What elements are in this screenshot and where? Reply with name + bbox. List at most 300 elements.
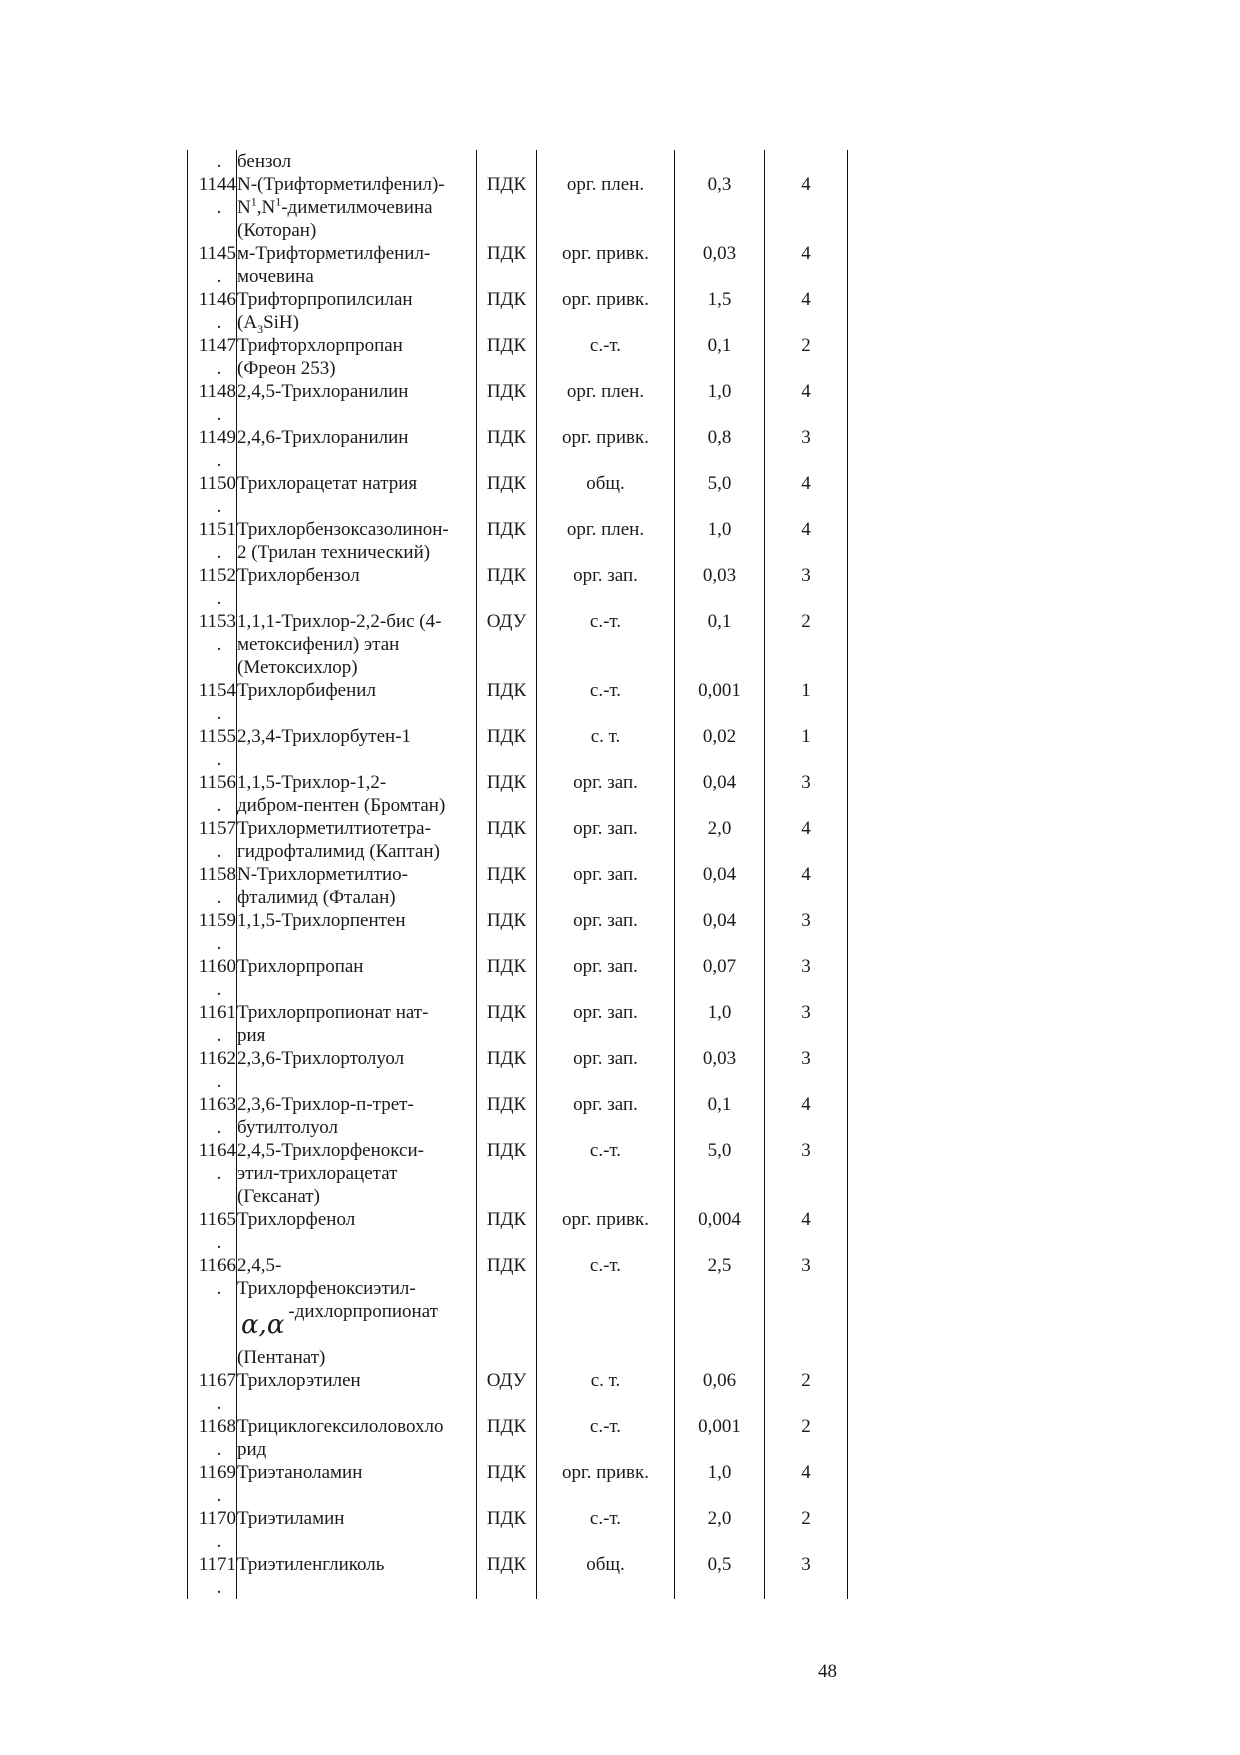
row-number-cell (188, 426, 237, 472)
row-number: 1171 (198, 1554, 236, 1575)
table-row (188, 242, 848, 288)
row-number: 1144 (198, 174, 236, 195)
table-row (188, 1093, 848, 1139)
norm-type: ПДК (486, 289, 527, 310)
hazard-class: 3 (801, 1255, 811, 1276)
value-cell (675, 771, 765, 817)
row-number: 1156 (198, 772, 236, 793)
table-row (188, 472, 848, 518)
norm-value: 0,1 (707, 611, 732, 632)
norm-value: 0,04 (702, 772, 737, 793)
substance-name-cell (237, 863, 477, 909)
hazard-indicator: орг. зап. (573, 565, 638, 586)
table-row (188, 863, 848, 909)
hazard-indicator-cell (537, 150, 675, 173)
hazard-indicator: общ. (586, 1554, 625, 1575)
norm-type: ПДК (486, 1462, 527, 1483)
hazard-indicator: с.-т. (589, 335, 622, 356)
hazard-indicator: орг. зап. (573, 956, 638, 977)
row-number-dot: . (216, 358, 222, 379)
row-number-cell (188, 1208, 237, 1254)
norm-value: 0,1 (707, 335, 732, 356)
norm-type-cell (477, 1208, 537, 1254)
norm-type-cell (477, 242, 537, 288)
hazard-class: 4 (801, 519, 811, 540)
row-number-dot: . (216, 841, 222, 862)
norm-type: ПДК (486, 565, 527, 586)
norm-type-cell (477, 1093, 537, 1139)
norm-value: 1,0 (707, 381, 732, 402)
substance-name-cell (237, 725, 477, 771)
table-row (188, 771, 848, 817)
substance-name-line: гидрофталимид (Каптан) (237, 841, 440, 862)
norm-type-cell (477, 955, 537, 1001)
norm-type: ПДК (486, 1554, 527, 1575)
substance-name-line: (Метоксихлор) (237, 657, 358, 678)
norm-type: ПДК (486, 910, 527, 931)
hazard-class: 4 (801, 473, 811, 494)
table-row (188, 1047, 848, 1093)
hazard-class-cell (765, 150, 848, 173)
norm-value: 0,8 (707, 427, 732, 448)
hazard-indicator-cell (537, 1093, 675, 1139)
row-number-dot: . (216, 1393, 222, 1414)
substance-name-line: Триэтиламин (237, 1508, 345, 1529)
norm-type-cell (477, 679, 537, 725)
hazard-class-cell (765, 472, 848, 518)
hazard-indicator-cell (537, 334, 675, 380)
hazard-indicator-cell (537, 380, 675, 426)
substance-name-cell (237, 817, 477, 863)
norm-type-cell (477, 380, 537, 426)
hazard-class-cell (765, 679, 848, 725)
norm-value: 2,0 (707, 1508, 732, 1529)
row-number-dot: . (216, 588, 222, 609)
hazard-indicator: с.-т. (589, 1255, 622, 1276)
row-number-dot: . (216, 1577, 222, 1598)
row-number-cell (188, 288, 237, 334)
table-row (188, 1139, 848, 1208)
substance-name-line: Трихлорметилтиотетра- (237, 818, 431, 839)
substance-name-line: Трифторхлорпропан (237, 335, 403, 356)
hazard-class-cell (765, 1093, 848, 1139)
table-row (188, 380, 848, 426)
hazard-indicator-cell (537, 1507, 675, 1553)
substance-name-line: 1,1,1-Трихлор-2,2-бис (4- (237, 611, 442, 632)
substance-name-line: рия (237, 1025, 266, 1046)
row-number: 1149 (198, 427, 236, 448)
row-number: 1162 (198, 1048, 236, 1069)
norm-type: ПДК (486, 818, 527, 839)
hazard-indicator: с.-т. (589, 1416, 622, 1437)
norm-type-cell (477, 334, 537, 380)
substance-name-line: мочевина (237, 266, 314, 287)
norm-type: ПДК (486, 1508, 527, 1529)
value-cell (675, 518, 765, 564)
norm-type-cell (477, 288, 537, 334)
hazard-indicator-cell (537, 1047, 675, 1093)
substance-name-line: (Гексанат) (237, 1186, 320, 1207)
hazard-class: 1 (801, 726, 811, 747)
row-number-cell (188, 817, 237, 863)
hazard-indicator-cell (537, 817, 675, 863)
row-number-cell (188, 1553, 237, 1599)
row-number-dot: . (216, 496, 222, 517)
hazard-indicator: с. т. (590, 726, 621, 747)
hazard-indicator: орг. зап. (573, 1002, 638, 1023)
substance-name-line: бутилтолуол (237, 1117, 338, 1138)
norm-value: 1,0 (707, 1002, 732, 1023)
norm-type: ПДК (486, 1255, 527, 1276)
table-row (188, 150, 848, 173)
row-number: 1158 (198, 864, 236, 885)
substance-name-line: α,α -дихлорпропионат (241, 1301, 438, 1340)
norm-value: 0,1 (707, 1094, 732, 1115)
substance-name-cell (237, 1001, 477, 1047)
hazard-indicator-cell (537, 1415, 675, 1461)
row-number-dot: . (216, 1278, 222, 1299)
table-row (188, 288, 848, 334)
hazard-indicator: орг. привк. (562, 243, 649, 264)
value-cell (675, 288, 765, 334)
substance-name-cell (237, 334, 477, 380)
substance-name-line: 2,4,5- (237, 1255, 282, 1276)
substance-name-line: 2,4,6-Трихлоранилин (237, 427, 409, 448)
row-number-cell (188, 1507, 237, 1553)
hazard-class-cell (765, 426, 848, 472)
table-row (188, 426, 848, 472)
row-number: 1148 (198, 381, 236, 402)
substance-name-line: 2,4,5-Трихлоранилин (237, 381, 409, 402)
row-number: 1161 (198, 1002, 236, 1023)
row-number-cell (188, 1254, 237, 1369)
substance-name-line: Триэтиленгликоль (237, 1554, 385, 1575)
row-number: 1165 (198, 1209, 236, 1230)
hazard-class: 2 (801, 1416, 811, 1437)
row-number-cell (188, 1047, 237, 1093)
hazard-indicator-cell (537, 725, 675, 771)
row-number-cell (188, 955, 237, 1001)
norm-value: 2,5 (707, 1255, 732, 1276)
hazard-class-cell (765, 771, 848, 817)
hazard-class-cell (765, 1507, 848, 1553)
table-row (188, 1254, 848, 1369)
row-number: 1169 (198, 1462, 236, 1483)
substance-name-cell (237, 1507, 477, 1553)
substance-name-line: дибром-пентен (Бромтан) (237, 795, 446, 816)
row-number-cell (188, 909, 237, 955)
table-row (188, 909, 848, 955)
hazard-class-cell (765, 380, 848, 426)
substance-name-line: Трихлорпропан (237, 956, 364, 977)
norm-value: 5,0 (707, 473, 732, 494)
substance-name-line: Трициклогексилоловохло (237, 1416, 444, 1437)
substance-name-line: Трихлорфенол (237, 1209, 356, 1230)
value-cell (675, 334, 765, 380)
hazard-class-cell (765, 518, 848, 564)
value-cell (675, 1369, 765, 1415)
value-cell (675, 1139, 765, 1208)
hazard-indicator-cell (537, 173, 675, 242)
norm-type-cell (477, 1507, 537, 1553)
page-number: 48 (818, 1661, 837, 1682)
table-row (188, 1415, 848, 1461)
substance-name-line: 2,3,6-Трихлор-п-трет- (237, 1094, 414, 1115)
norm-type: ПДК (486, 1140, 527, 1161)
substance-name-cell (237, 288, 477, 334)
hazard-class-cell (765, 1139, 848, 1208)
hazard-indicator-cell (537, 679, 675, 725)
norm-type: ПДК (486, 427, 527, 448)
value-cell (675, 1254, 765, 1369)
row-number-cell (188, 173, 237, 242)
norm-type-cell (477, 1553, 537, 1599)
norm-type: ПДК (486, 772, 527, 793)
hazard-indicator: орг. зап. (573, 1094, 638, 1115)
value-cell (675, 1047, 765, 1093)
value-cell (675, 426, 765, 472)
substance-name-cell (237, 472, 477, 518)
substance-name-line: метоксифенил) этан (237, 634, 400, 655)
hazard-indicator: орг. привк. (562, 289, 649, 310)
substance-name-line: N-(Трифторметилфенил)- (237, 174, 445, 195)
norm-type-cell (477, 1001, 537, 1047)
hazard-indicator: орг. зап. (573, 818, 638, 839)
norm-value: 0,06 (702, 1370, 737, 1391)
norm-value: 0,004 (698, 1209, 741, 1230)
hazard-class: 4 (801, 1094, 811, 1115)
row-number-dot: . (216, 450, 222, 471)
substance-name-line: Трихлорфеноксиэтил- (237, 1278, 416, 1299)
norm-type-cell (477, 472, 537, 518)
norm-type-cell (477, 426, 537, 472)
hazard-indicator: орг. привк. (562, 1462, 649, 1483)
hazard-class: 4 (801, 289, 811, 310)
hazard-indicator-cell (537, 771, 675, 817)
hazard-class: 4 (801, 1462, 811, 1483)
value-cell (675, 472, 765, 518)
hazard-class: 3 (801, 427, 811, 448)
norm-type: ПДК (486, 519, 527, 540)
value-cell (675, 1001, 765, 1047)
row-number: 1151 (198, 519, 236, 540)
hazard-class-cell (765, 1461, 848, 1507)
hazard-class: 2 (801, 1370, 811, 1391)
norm-type-cell (477, 1415, 537, 1461)
norm-value: 5,0 (707, 1140, 732, 1161)
substance-name-cell (237, 1208, 477, 1254)
table-row (188, 518, 848, 564)
substance-name-cell (237, 909, 477, 955)
norm-type-cell (477, 610, 537, 679)
hazard-indicator-cell (537, 1369, 675, 1415)
substance-name-line: (Фреон 253) (237, 358, 336, 379)
table-row (188, 1553, 848, 1599)
norm-type-cell (477, 817, 537, 863)
norm-value: 0,03 (702, 243, 737, 264)
hazard-indicator-cell (537, 426, 675, 472)
substance-name-cell (237, 1139, 477, 1208)
hazard-indicator-cell (537, 610, 675, 679)
norm-value: 1,0 (707, 1462, 732, 1483)
substance-name-cell (237, 955, 477, 1001)
table-row (188, 955, 848, 1001)
hazard-indicator-cell (537, 564, 675, 610)
table-row (188, 564, 848, 610)
substance-name-line: Трихлорэтилен (237, 1370, 361, 1391)
row-number: 1150 (198, 473, 236, 494)
hazard-indicator: с. т. (590, 1370, 621, 1391)
hazard-indicator: с.-т. (589, 1508, 622, 1529)
hazard-indicator-cell (537, 472, 675, 518)
hazard-class-cell (765, 817, 848, 863)
hazard-class: 3 (801, 1048, 811, 1069)
substance-name-cell (237, 564, 477, 610)
row-number: 1155 (198, 726, 236, 747)
value-cell (675, 1461, 765, 1507)
norm-value: 0,001 (698, 1416, 741, 1437)
substance-name-line: $N^1,N^1$-диметилмочевина (237, 194, 433, 218)
norm-type-cell (477, 1369, 537, 1415)
hazard-indicator: орг. привк. (562, 427, 649, 448)
hazard-class: 2 (801, 1508, 811, 1529)
table-row (188, 1001, 848, 1047)
row-number-dot: . (216, 933, 222, 954)
norm-value: 2,0 (707, 818, 732, 839)
norm-type: ПДК (486, 174, 527, 195)
table-row (188, 679, 848, 725)
substance-name-line: Трихлорацетат натрия (237, 473, 418, 494)
row-number-cell (188, 1001, 237, 1047)
hazard-indicator-cell (537, 1553, 675, 1599)
substance-name-line: фталимид (Фталан) (237, 887, 396, 908)
row-number: 1166 (198, 1255, 236, 1276)
norm-type-cell (477, 1047, 537, 1093)
row-number-cell (188, 242, 237, 288)
substance-name-line: N-Трихлорметилтио- (237, 864, 408, 885)
value-cell (675, 1415, 765, 1461)
value-cell (675, 1093, 765, 1139)
norm-value: 1,5 (707, 289, 732, 310)
hazard-class: 4 (801, 174, 811, 195)
row-number: 1168 (198, 1416, 236, 1437)
substance-name-line: Триэтаноламин (237, 1462, 363, 1483)
value-cell (675, 725, 765, 771)
hazard-class: 1 (801, 680, 811, 701)
hazard-class: 4 (801, 1209, 811, 1230)
norm-type-cell (477, 173, 537, 242)
row-number-dot: . (216, 1232, 222, 1253)
norm-type-cell (477, 564, 537, 610)
table-row (188, 817, 848, 863)
row-number: 1170 (198, 1508, 236, 1529)
substance-name-line: этил-трихлорацетат (237, 1163, 398, 1184)
hazard-indicator-cell (537, 1208, 675, 1254)
substance-name-line: 1,1,5-Трихлорпентен (237, 910, 406, 931)
table-row (188, 725, 848, 771)
hazard-class-cell (765, 1415, 848, 1461)
table-row (188, 1369, 848, 1415)
hazard-class: 3 (801, 1140, 811, 1161)
hazard-class-cell (765, 1254, 848, 1369)
norm-type: ПДК (486, 243, 527, 264)
norm-value: 0,03 (702, 565, 737, 586)
row-number: 1159 (198, 910, 236, 931)
hazard-indicator: орг. зап. (573, 1048, 638, 1069)
value-cell (675, 1507, 765, 1553)
norm-value: 1,0 (707, 519, 732, 540)
row-number-cell (188, 564, 237, 610)
substance-name-line: Трихлорбензоксазолинон- (237, 519, 449, 540)
row-number-cell (188, 1415, 237, 1461)
norm-type: ОДУ (486, 1370, 527, 1391)
hazard-indicator-cell (537, 909, 675, 955)
row-number-dot: . (216, 312, 222, 333)
hazard-class: 2 (801, 611, 811, 632)
substance-name-cell (237, 426, 477, 472)
row-number-dot: . (216, 1163, 222, 1184)
table-row (188, 1507, 848, 1553)
row-number: 1164 (198, 1140, 236, 1161)
norm-type: ОДУ (486, 611, 527, 632)
row-number-dot: . (216, 542, 222, 563)
hazard-indicator: общ. (586, 473, 625, 494)
hazard-class-cell (765, 334, 848, 380)
substance-name-cell (237, 771, 477, 817)
row-number-cell (188, 679, 237, 725)
substance-name-line: 2,3,6-Трихлортолуол (237, 1048, 405, 1069)
hazard-class: 3 (801, 1002, 811, 1023)
row-number-dot: . (216, 1531, 222, 1552)
hazard-indicator-cell (537, 288, 675, 334)
substance-name-cell (237, 679, 477, 725)
norm-value: 0,001 (698, 680, 741, 701)
norm-type-cell (477, 725, 537, 771)
row-number: 1147 (198, 335, 236, 356)
norm-type-cell (477, 518, 537, 564)
row-number-dot: . (216, 887, 222, 908)
hazard-indicator-cell (537, 1001, 675, 1047)
hazard-indicator-cell (537, 242, 675, 288)
hazard-indicator: орг. плен. (566, 381, 645, 402)
value-cell (675, 380, 765, 426)
value-cell (675, 173, 765, 242)
hazard-class-cell (765, 725, 848, 771)
substance-name-line: 2,3,4-Трихлорбутен-1 (237, 726, 412, 747)
row-number-cell (188, 472, 237, 518)
hazard-class-cell (765, 288, 848, 334)
substance-name-line: Трихлорпропионат нат- (237, 1002, 429, 1023)
hazard-class: 4 (801, 818, 811, 839)
norm-type-cell (477, 150, 537, 173)
hazard-class: 3 (801, 772, 811, 793)
hazard-class-cell (765, 863, 848, 909)
hazard-class-cell (765, 564, 848, 610)
value-cell (675, 1553, 765, 1599)
value-cell (675, 564, 765, 610)
table-row (188, 173, 848, 242)
row-number-dot: . (216, 404, 222, 425)
value-cell (675, 817, 765, 863)
row-number: 1154 (198, 680, 236, 701)
hazard-class-cell (765, 909, 848, 955)
row-number-dot: . (216, 197, 222, 218)
row-number-cell (188, 380, 237, 426)
hazard-class-cell (765, 610, 848, 679)
norm-type-cell (477, 1254, 537, 1369)
row-number: 1146 (198, 289, 236, 310)
row-number-dot: . (216, 1117, 222, 1138)
